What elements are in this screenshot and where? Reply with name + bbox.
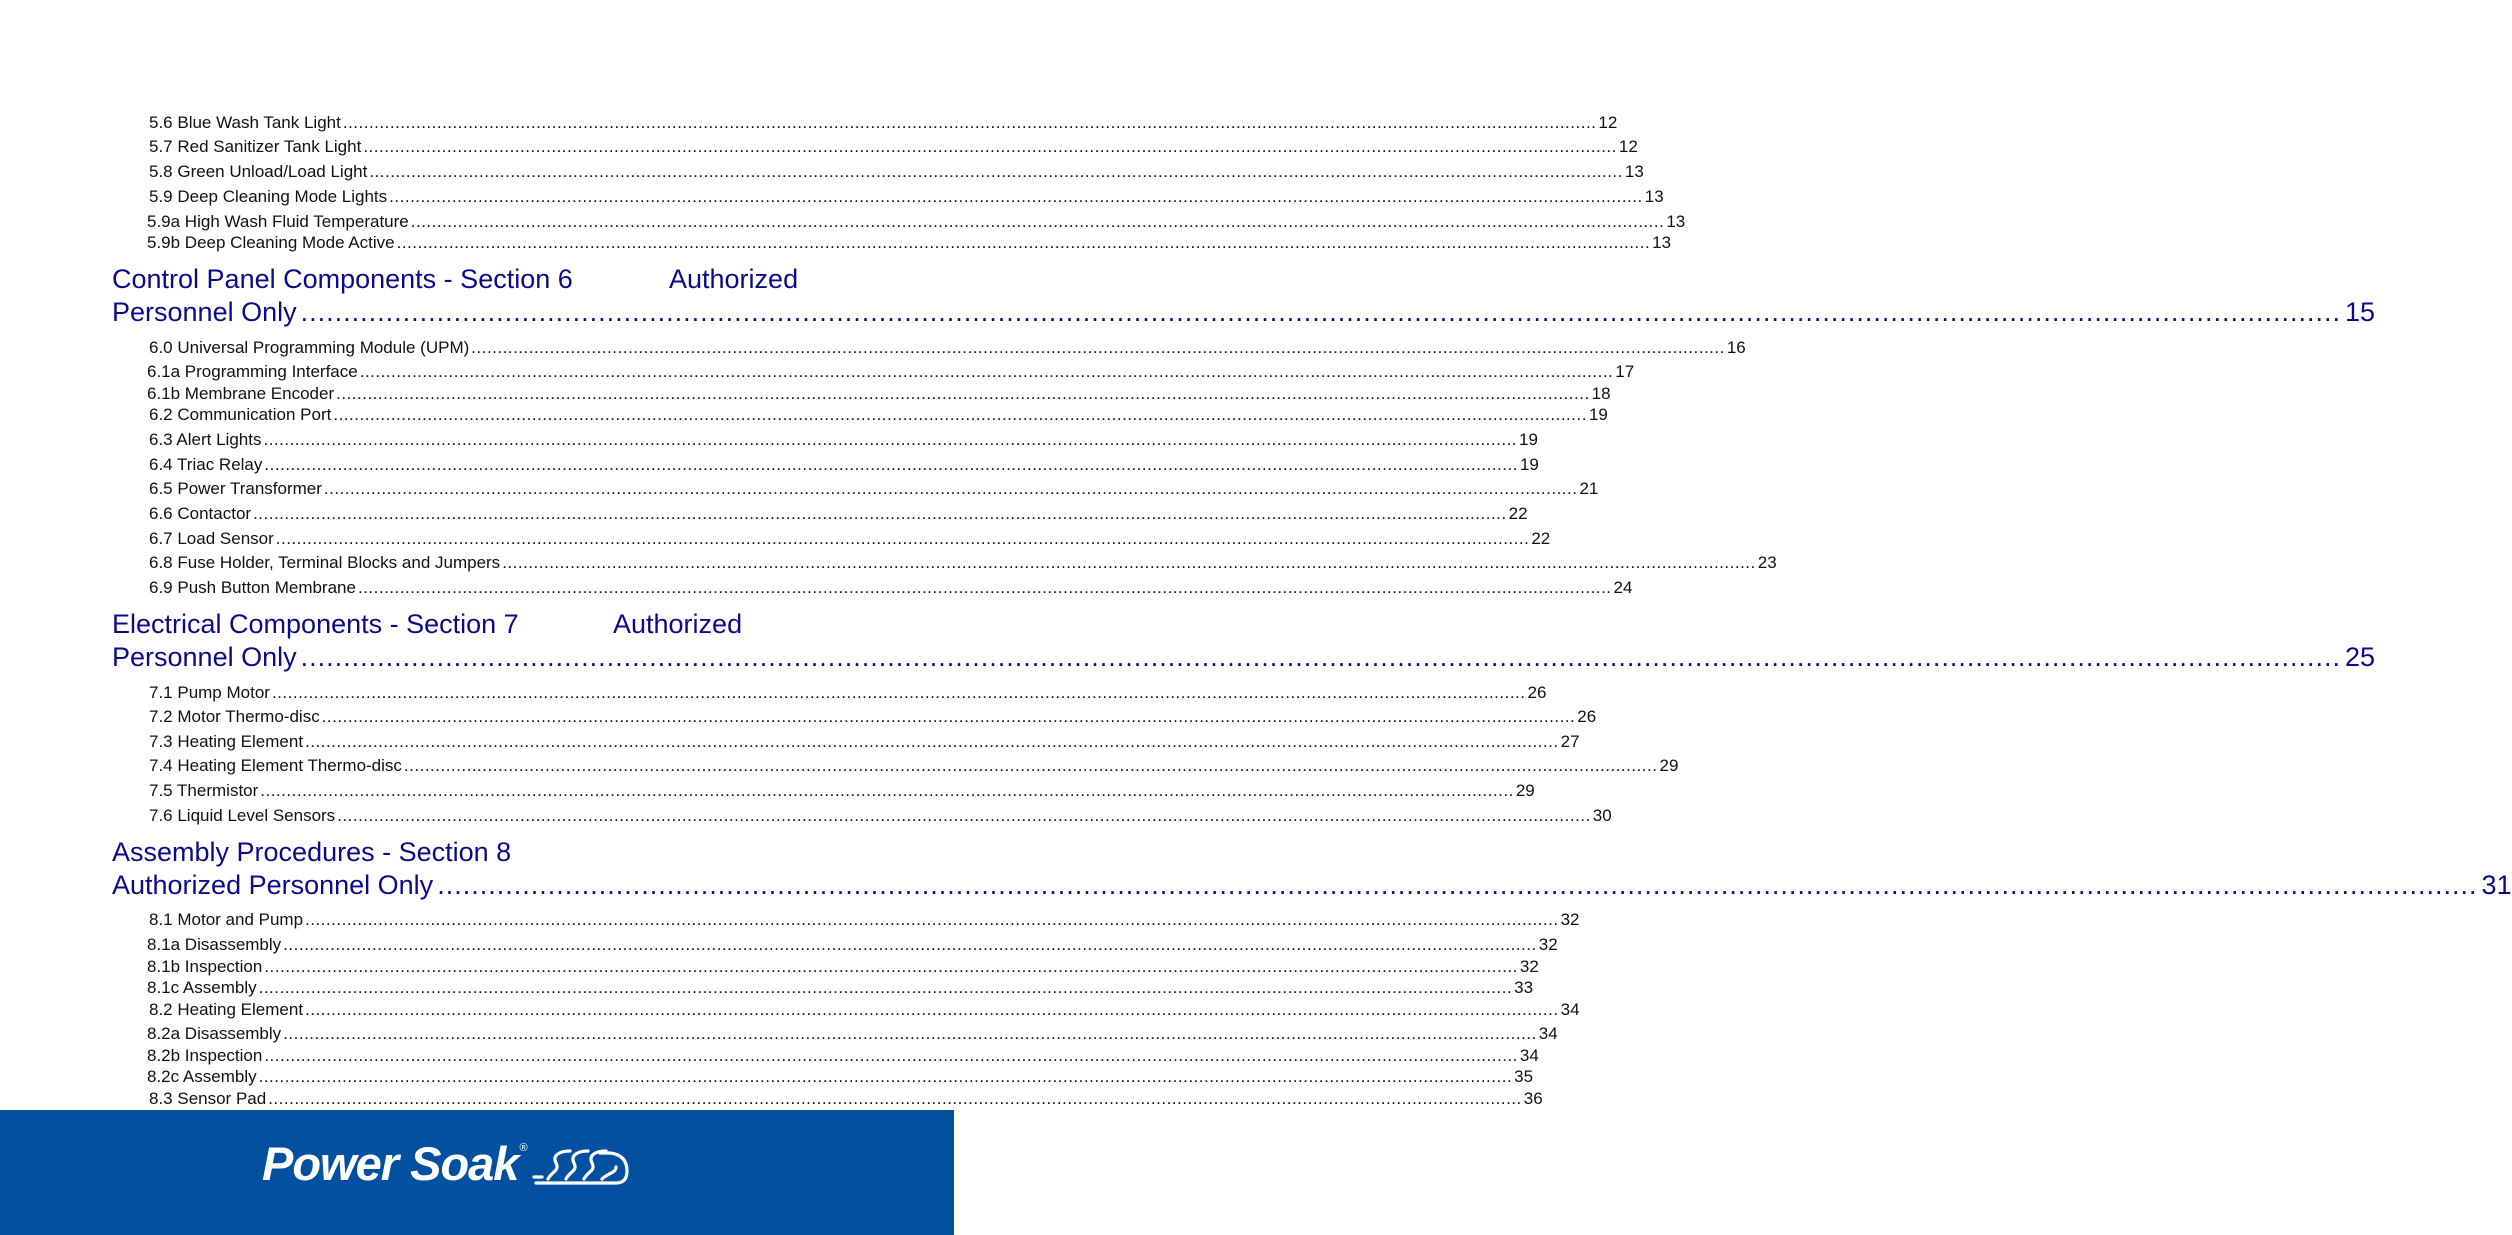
leader-dots: ................................................................................................................................................................................................................................................ [396, 233, 1651, 252]
toc-entry-6-1a[interactable] [147, 361, 1635, 383]
toc-entry-6-9[interactable] [149, 577, 1633, 599]
leader-dots: ................................................................................................................................................................................................................................................ [271, 683, 1526, 702]
toc-entry-page: 12 [1618, 137, 1638, 156]
toc-entry-label: 6.0 Universal Programming Module (UPM) [149, 338, 470, 357]
leader-dots: ................................................................................................................................................................................................................................................ [333, 405, 1587, 424]
registered-mark: ® [519, 1142, 528, 1154]
toc-entry-label: 6.3 Alert Lights [149, 430, 262, 449]
leader-dots: ................................................................................................................................................................................................................................................ [502, 553, 1756, 572]
toc-entry-label: 6.8 Fuse Holder, Terminal Blocks and Jumpers [149, 553, 501, 572]
toc-entry-8-1c[interactable] [147, 977, 1534, 999]
toc-entry-page: 35 [1514, 1067, 1534, 1086]
toc-entry-6-0[interactable] [149, 337, 1746, 359]
leader-dots: ................................................................................................................................................................................................................................................ [264, 455, 1518, 474]
toc-entry-7-1[interactable] [149, 682, 1547, 704]
section-auth: Authorized [669, 264, 799, 294]
toc-section-7[interactable] [112, 608, 2376, 674]
toc-entry-page: 34 [1519, 1046, 1539, 1065]
toc-entry-label: 5.9 Deep Cleaning Mode Lights [149, 187, 388, 206]
toc-entry-label: 5.8 Green Unload/Load Light [149, 162, 368, 181]
toc-entry-label: 7.3 Heating Element [149, 732, 304, 751]
leader-dots: ................................................................................................................................................................................................................................................ [283, 1024, 1537, 1043]
toc-section-8[interactable] [112, 836, 2512, 902]
toc-entry-page: 29 [1659, 756, 1679, 775]
toc-entry-page: 21 [1579, 479, 1599, 498]
section-title: Assembly Procedures - Section 8 [112, 837, 512, 867]
leader-dots: ................................................................................................................................................................................................................................................ [336, 384, 1590, 403]
toc-entry-page: 17 [1615, 362, 1635, 381]
power-soak-logo [262, 1134, 630, 1194]
toc-entry-6-4[interactable] [149, 454, 1539, 476]
toc-entry-page: 32 [1538, 935, 1558, 954]
toc-entry-page: 22 [1531, 529, 1551, 548]
toc-entry-page: 13 [1644, 187, 1664, 206]
leader-dots: ................................................................................................................................................................................................................................................ [258, 978, 1513, 997]
leader-dots: ................................................................................................................................................................................................................................................ [389, 187, 1643, 206]
toc-entry-7-4[interactable] [149, 755, 1679, 777]
section-line2: Personnel Only [112, 642, 297, 672]
toc-entry-page: 26 [1527, 683, 1547, 702]
leader-dots: ................................................................................................................................................................................................................................................ [305, 1000, 1559, 1019]
toc-entry-7-5[interactable] [149, 780, 1535, 802]
toc-entry-8-1[interactable] [149, 909, 1580, 931]
leader-dots: ................................................................................................................................................................................................................................................ [283, 935, 1537, 954]
logo-wordmark: Power Soak [262, 1137, 519, 1190]
toc-entry-6-2[interactable] [149, 404, 1608, 426]
leader-dots: ................................................................................................................................................................................................................................................ [268, 1089, 1522, 1108]
leader-dots: ................................................................................................................................................................................................................................................ [410, 212, 1665, 231]
toc-entry-label: 7.5 Thermistor [149, 781, 259, 800]
toc-entry-label: 7.6 Liquid Level Sensors [149, 806, 336, 825]
section-line2: Authorized Personnel Only [112, 870, 434, 900]
wave-tub-icon [530, 1141, 630, 1187]
leader-dots: ................................................................................................................................................................................................................................................ [263, 430, 1518, 449]
toc-entry-page: 13 [1624, 162, 1644, 181]
toc-entry-label: 6.2 Communication Port [149, 405, 332, 424]
leader-dots: ................................................................................................................................................................................................................................................ [342, 113, 1597, 132]
toc-entry-label: 7.1 Pump Motor [149, 683, 270, 702]
toc-entry-8-2c[interactable] [147, 1066, 1534, 1088]
toc-entry-7-2[interactable] [149, 706, 1597, 728]
toc-entry-6-6[interactable] [149, 503, 1528, 525]
toc-entry-label: 8.3 Sensor Pad [149, 1089, 267, 1108]
toc-entry-label: 8.2a Disassembly [147, 1024, 282, 1043]
leader-dots: ................................................................................................................................................................................................................................................ [260, 781, 1514, 800]
toc-entry-page: 34 [1560, 1000, 1580, 1019]
toc-entry-5-9a[interactable] [147, 211, 1686, 233]
leader-dots: ................................................................................................................................................................................................................................................ [437, 870, 2478, 900]
section-auth: Authorized [613, 609, 743, 639]
toc-entry-6-8[interactable] [149, 552, 1777, 574]
toc-entry-8-3[interactable] [149, 1088, 1543, 1110]
toc-entry-5-7[interactable] [149, 136, 1638, 158]
toc-entry-label: 7.4 Heating Element Thermo-disc [149, 756, 402, 775]
toc-entry-label: 5.7 Red Sanitizer Tank Light [149, 137, 362, 156]
toc-entry-page: 23 [1757, 553, 1777, 572]
toc-entry-7-6[interactable] [149, 805, 1612, 827]
toc-entry-page: 13 [1666, 212, 1686, 231]
toc-entry-page: 29 [1515, 781, 1535, 800]
toc-entry-8-2[interactable] [149, 999, 1580, 1021]
leader-dots: ................................................................................................................................................................................................................................................ [323, 479, 1578, 498]
toc-entry-5-9[interactable] [149, 186, 1664, 208]
toc-entry-label: 8.1b Inspection [147, 957, 263, 976]
toc-entry-page: 34 [1538, 1024, 1558, 1043]
leader-dots: ................................................................................................................................................................................................................................................ [357, 578, 1612, 597]
toc-entry-6-1b[interactable] [147, 383, 1611, 405]
toc-entry-page: 36 [1523, 1089, 1543, 1108]
leader-dots: ................................................................................................................................................................................................................................................ [321, 707, 1576, 726]
leader-dots: ................................................................................................................................................................................................................................................ [264, 1046, 1518, 1065]
leader-dots: ................................................................................................................................................................................................................................................ [359, 362, 1614, 381]
leader-dots: ................................................................................................................................................................................................................................................ [300, 297, 2341, 327]
leader-dots: ................................................................................................................................................................................................................................................ [264, 957, 1518, 976]
section-page: 15 [2344, 297, 2376, 327]
toc-entry-label: 6.5 Power Transformer [149, 479, 322, 498]
toc-entry-label: 8.1 Motor and Pump [149, 910, 304, 929]
toc-entry-label: 5.9a High Wash Fluid Temperature [147, 212, 409, 231]
toc-entry-label: 6.9 Push Button Membrane [149, 578, 356, 597]
toc-entry-page: 16 [1726, 338, 1746, 357]
leader-dots: ................................................................................................................................................................................................................................................ [337, 806, 1591, 825]
toc-entry-label: 6.6 Contactor [149, 504, 252, 523]
toc-entry-8-2b[interactable] [147, 1045, 1539, 1067]
section-page: 31 [2481, 870, 2512, 900]
toc-entry-label: 6.1b Membrane Encoder [147, 384, 335, 403]
toc-section-6[interactable] [112, 263, 2376, 329]
leader-dots: ................................................................................................................................................................................................................................................ [305, 732, 1559, 751]
toc-entry-page: 19 [1519, 455, 1539, 474]
toc-entry-6-3[interactable] [149, 429, 1538, 451]
toc-entry-label: 8.2 Heating Element [149, 1000, 304, 1019]
toc-entry-6-7[interactable] [149, 528, 1551, 550]
toc-entry-8-1a[interactable] [147, 934, 1558, 956]
toc-entry-5-8[interactable] [149, 161, 1644, 183]
toc-entry-page: 32 [1519, 957, 1539, 976]
toc-entry-label: 7.2 Motor Thermo-disc [149, 707, 320, 726]
leader-dots: ................................................................................................................................................................................................................................................ [300, 642, 2341, 672]
leader-dots: ................................................................................................................................................................................................................................................ [403, 756, 1658, 775]
leader-dots: ................................................................................................................................................................................................................................................ [471, 338, 1725, 357]
toc-entry-page: 30 [1592, 806, 1612, 825]
leader-dots: ................................................................................................................................................................................................................................................ [275, 529, 1530, 548]
leader-dots: ................................................................................................................................................................................................................................................ [258, 1067, 1513, 1086]
toc-entry-label: 6.4 Triac Relay [149, 455, 263, 474]
toc-entry-label: 8.1a Disassembly [147, 935, 282, 954]
toc-entry-8-2a[interactable] [147, 1023, 1558, 1045]
toc-entry-label: 5.9b Deep Cleaning Mode Active [147, 233, 395, 252]
toc-entry-page: 22 [1508, 504, 1528, 523]
toc-entry-8-1b[interactable] [147, 956, 1539, 978]
toc-entry-page: 27 [1560, 732, 1580, 751]
toc-entry-5-9b[interactable] [147, 232, 1672, 254]
toc-entry-page: 24 [1613, 578, 1633, 597]
toc-entry-label: 5.6 Blue Wash Tank Light [149, 113, 341, 132]
toc-entry-page: 33 [1514, 978, 1534, 997]
toc-entry-page: 13 [1652, 233, 1672, 252]
toc-entry-page: 19 [1588, 405, 1608, 424]
section-page: 25 [2344, 642, 2376, 672]
toc-entry-label: 6.1a Programming Interface [147, 362, 358, 381]
toc-entry-label: 8.2c Assembly [147, 1067, 257, 1086]
toc-entry-7-3[interactable] [149, 731, 1580, 753]
section-title: Electrical Components - Section 7 [112, 609, 519, 639]
toc-entry-page: 12 [1598, 113, 1618, 132]
toc-entry-6-5[interactable] [149, 478, 1599, 500]
toc-entry-label: 6.7 Load Sensor [149, 529, 274, 548]
toc-entry-page: 18 [1591, 384, 1611, 403]
section-title: Control Panel Components - Section 6 [112, 264, 573, 294]
section-line2: Personnel Only [112, 297, 297, 327]
leader-dots: ................................................................................................................................................................................................................................................ [363, 137, 1617, 156]
toc-entry-label: 8.2b Inspection [147, 1046, 263, 1065]
leader-dots: ................................................................................................................................................................................................................................................ [369, 162, 1623, 181]
toc-entry-page: 19 [1519, 430, 1538, 449]
leader-dots: ................................................................................................................................................................................................................................................ [253, 504, 1507, 523]
leader-dots: ................................................................................................................................................................................................................................................ [305, 910, 1559, 929]
toc-entry-page: 26 [1577, 707, 1597, 726]
toc-entry-label: 8.1c Assembly [147, 978, 257, 997]
toc-entry-page: 32 [1560, 910, 1580, 929]
toc-entry-5-6[interactable] [149, 112, 1618, 134]
